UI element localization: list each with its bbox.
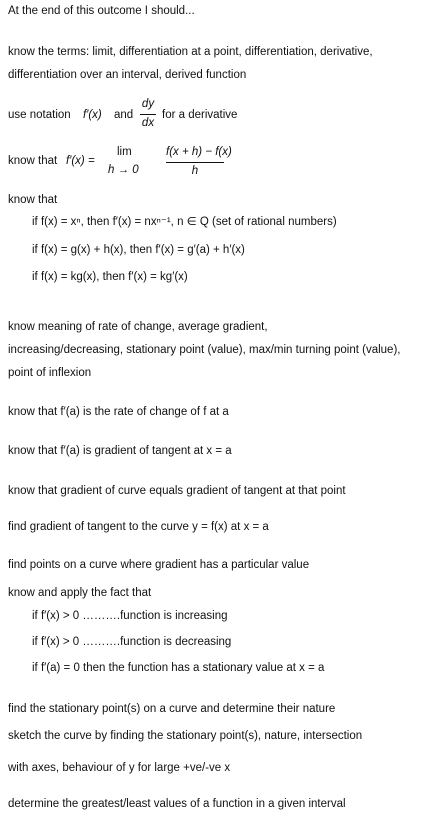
fact-increasing: if f′(x) > 0 ……….function is increasing [32, 610, 228, 622]
rule-power: if f(x) = xⁿ, then f′(x) = nxⁿ⁻¹, n ∈ Q (set of rational numbers) [32, 216, 337, 228]
meaning-line-2: increasing/decreasing, stationary point (value), max/min turning point (value), [8, 344, 401, 356]
notation-and: and [114, 109, 134, 121]
rule-sum: if f(x) = g(x) + h(x), then f′(x) = g′(a) + h′(x) [32, 244, 245, 256]
know-that: know that [8, 194, 58, 206]
rate-of-change: know that f′(a) is the rate of change of f at a [8, 406, 229, 418]
notation-fprime: f′(x) [83, 109, 102, 121]
limit-numerator: f(x + h) − f(x) [166, 146, 232, 158]
sketch-line-2: with axes, behaviour of y for large +ve/-ve x [8, 762, 231, 774]
apply-fact: know and apply the fact that [8, 587, 152, 599]
limit-lhs: f′(x) = [66, 155, 95, 167]
limit-h-to-0: h → 0 [108, 164, 139, 176]
notation-suffix: for a derivative [162, 109, 238, 121]
find-gradient: find gradient of tangent to the curve y = f(x) at x = a [8, 521, 269, 533]
meaning-line-1: know meaning of rate of change, average gradient, [8, 321, 268, 333]
terms-line-1: know the terms: limit, differentiation at a point, differentiation, derivative, [8, 46, 373, 58]
notation-fraction-bar [140, 114, 156, 115]
tangent-gradient: know that f′(a) is gradient of tangent at x = a [8, 445, 232, 457]
fact-stationary: if f′(a) = 0 then the function has a stationary value at x = a [32, 662, 325, 674]
heading: At the end of this outcome I should... [8, 5, 195, 17]
notation-prefix: use notation [8, 109, 71, 121]
fact-decreasing: if f′(x) > 0 ……….function is decreasing [32, 636, 232, 648]
meaning-line-3: point of inflexion [8, 367, 92, 379]
limit-denominator: h [191, 165, 199, 177]
curve-gradient: know that gradient of curve equals gradient of tangent at that point [8, 485, 346, 497]
limit-lim: lim [117, 146, 132, 158]
limit-prefix: know that [8, 155, 58, 167]
terms-line-2: differentiation over an interval, derived function [8, 69, 247, 81]
stationary-points: find the stationary point(s) on a curve and determine their nature [8, 703, 336, 715]
greatest-least: determine the greatest/least values of a function in a given interval [8, 798, 346, 810]
limit-fraction-bar [166, 162, 224, 163]
notation-dx: dx [141, 117, 155, 129]
notation-dy: dy [141, 98, 155, 110]
find-points: find points on a curve where gradient has a particular value [8, 559, 310, 571]
sketch-line-1: sketch the curve by finding the stationary point(s), nature, intersection [8, 730, 363, 742]
rule-constant: if f(x) = kg(x), then f′(x) = kg′(x) [32, 271, 188, 283]
